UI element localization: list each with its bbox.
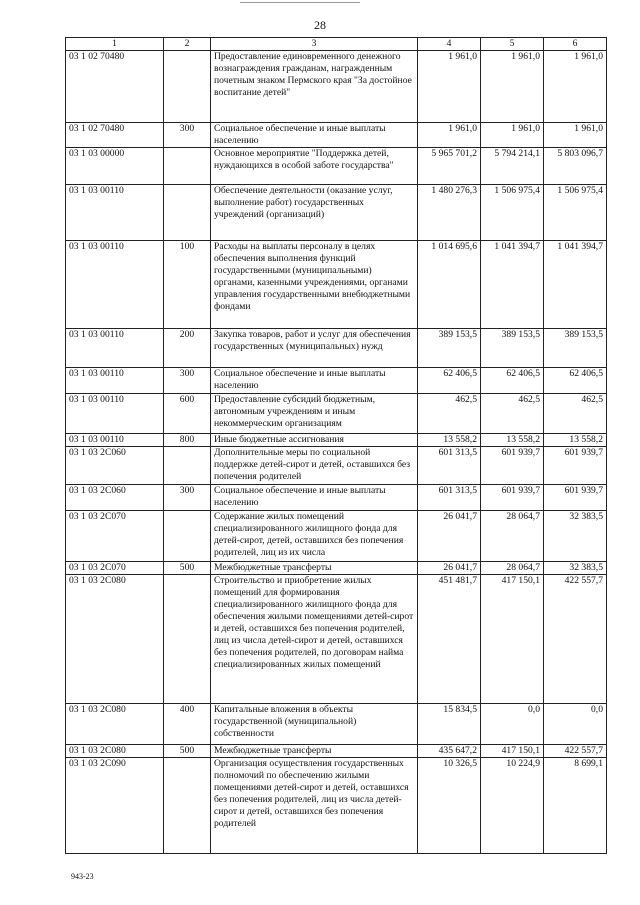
cell-amount-col5: 62 406,5 (481, 368, 544, 394)
cell-amount-col4: 601 313,5 (418, 447, 481, 485)
cell-item-name: Межбюджетные трансферты (211, 745, 418, 758)
footer-code: 943-23 (71, 872, 94, 881)
header-col-5: 5 (481, 38, 544, 51)
table-row (66, 394, 607, 434)
cell-target-code: 03 1 03 00110 (66, 368, 164, 394)
header-col-4: 4 (418, 38, 481, 51)
cell-target-code: 03 1 03 2С060 (66, 447, 164, 485)
cell-amount-col4: 1 480 276,3 (418, 185, 481, 241)
table-row (66, 745, 607, 758)
table-header-row (66, 38, 607, 51)
cell-amount-col6: 62 406,5 (544, 368, 607, 394)
cell-amount-col5: 462,5 (481, 394, 544, 434)
table-row (66, 434, 607, 447)
table-row (66, 329, 607, 368)
cell-item-name: Социальное обеспечение и иные выплаты населению (211, 368, 418, 394)
cell-amount-col6: 32 383,5 (544, 511, 607, 562)
cell-amount-col4: 462,5 (418, 394, 481, 434)
cell-amount-col5: 417 150,1 (481, 745, 544, 758)
cell-expense-type: 200 (164, 329, 211, 368)
cell-amount-col6: 601 939,7 (544, 447, 607, 485)
cell-amount-col6: 32 383,5 (544, 562, 607, 575)
cell-expense-type (164, 758, 211, 854)
cell-target-code: 03 1 03 2С060 (66, 485, 164, 511)
table-row (66, 758, 607, 854)
cell-target-code: 03 1 03 2С080 (66, 704, 164, 745)
cell-amount-col4: 1 014 695,6 (418, 241, 481, 329)
cell-amount-col6: 422 557,7 (544, 575, 607, 704)
header-col-3: 3 (211, 38, 418, 51)
cell-amount-col6: 1 041 394,7 (544, 241, 607, 329)
cell-amount-col6: 5 803 096,7 (544, 148, 607, 185)
cell-amount-col4: 5 965 701,2 (418, 148, 481, 185)
top-scan-mark (240, 2, 360, 3)
cell-amount-col5: 5 794 214,1 (481, 148, 544, 185)
cell-amount-col5: 10 224,9 (481, 758, 544, 854)
cell-amount-col6: 1 961,0 (544, 123, 607, 148)
cell-expense-type: 800 (164, 434, 211, 447)
cell-item-name: Дополнительные меры по социальной поддержке детей-сирот и детей, оставшихся без попечения родителей (211, 447, 418, 485)
cell-expense-type: 500 (164, 562, 211, 575)
cell-target-code: 03 1 02 70480 (66, 123, 164, 148)
cell-item-name: Организация осуществления государственных полномочий по обеспечению жилыми помещениями детей-сирот и детей, оставшихся без попечения родителей, лиц из числа детей-сирот и детей, оставшихся без попечения родителей (211, 758, 418, 854)
cell-expense-type: 300 (164, 485, 211, 511)
cell-target-code: 03 1 03 00000 (66, 148, 164, 185)
cell-item-name: Основное мероприятие "Поддержка детей, нуждающихся в особой заботе государства" (211, 148, 418, 185)
table-row (66, 123, 607, 148)
table-row (66, 185, 607, 241)
table-row (66, 562, 607, 575)
cell-item-name: Строительство и приобретение жилых помещений для формирования специализированного жилищного фонда для обеспечения жилыми помещениями детей-сирот и детей, оставшихся без попечения родителей, лиц из числа детей-сирот и детей, оставшихся без попечения родителей, по договорам найма специализированных жилых помещений (211, 575, 418, 704)
cell-amount-col6: 422 557,7 (544, 745, 607, 758)
cell-expense-type (164, 447, 211, 485)
cell-target-code: 03 1 03 2С080 (66, 745, 164, 758)
cell-amount-col5: 601 939,7 (481, 447, 544, 485)
cell-item-name: Обеспечение деятельности (оказание услуг, выполнение работ) государственных учреждений (организаций) (211, 185, 418, 241)
cell-amount-col4: 451 481,7 (418, 575, 481, 704)
cell-amount-col4: 15 834,5 (418, 704, 481, 745)
cell-expense-type: 600 (164, 394, 211, 434)
page-number: 28 (314, 18, 326, 32)
cell-amount-col6: 601 939,7 (544, 485, 607, 511)
cell-amount-col6: 462,5 (544, 394, 607, 434)
cell-amount-col5: 13 558,2 (481, 434, 544, 447)
cell-expense-type (164, 575, 211, 704)
budget-table (65, 37, 607, 854)
cell-amount-col5: 28 064,7 (481, 511, 544, 562)
cell-item-name: Капитальные вложения в объекты государственной (муниципальной) собственности (211, 704, 418, 745)
cell-expense-type: 100 (164, 241, 211, 329)
cell-target-code: 03 1 03 00110 (66, 394, 164, 434)
cell-amount-col4: 10 326,5 (418, 758, 481, 854)
cell-amount-col5: 1 961,0 (481, 51, 544, 123)
table-row (66, 575, 607, 704)
cell-expense-type: 300 (164, 123, 211, 148)
cell-item-name: Социальное обеспечение и иные выплаты населению (211, 123, 418, 148)
cell-amount-col4: 435 647,2 (418, 745, 481, 758)
cell-amount-col5: 417 150,1 (481, 575, 544, 704)
table-row (66, 241, 607, 329)
cell-amount-col6: 8 699,1 (544, 758, 607, 854)
table-row (66, 485, 607, 511)
cell-expense-type (164, 51, 211, 123)
cell-amount-col5: 1 506 975,4 (481, 185, 544, 241)
header-col-6: 6 (544, 38, 607, 51)
cell-amount-col6: 13 558,2 (544, 434, 607, 447)
cell-target-code: 03 1 03 00110 (66, 185, 164, 241)
cell-expense-type (164, 511, 211, 562)
table-row (66, 511, 607, 562)
header-col-1: 1 (66, 38, 164, 51)
table-row (66, 704, 607, 745)
cell-expense-type (164, 185, 211, 241)
cell-item-name: Закупка товаров, работ и услуг для обеспечения государственных (муниципальных) нужд (211, 329, 418, 368)
cell-target-code: 03 1 02 70480 (66, 51, 164, 123)
cell-target-code: 03 1 03 2С070 (66, 562, 164, 575)
cell-amount-col5: 601 939,7 (481, 485, 544, 511)
cell-target-code: 03 1 03 00110 (66, 434, 164, 447)
cell-amount-col4: 389 153,5 (418, 329, 481, 368)
cell-amount-col5: 389 153,5 (481, 329, 544, 368)
cell-item-name: Расходы на выплаты персоналу в целях обеспечения выполнения функций государственными (муниципальными) органами, казенными учреждениями, органами управления государственными внебюджетными фондами (211, 241, 418, 329)
cell-amount-col6: 1 961,0 (544, 51, 607, 123)
cell-item-name: Межбюджетные трансферты (211, 562, 418, 575)
table-row (66, 51, 607, 123)
cell-item-name: Содержание жилых помещений специализированного жилищного фонда для детей-сирот, детей, оставшихся без попечения родителей, лиц из их числа (211, 511, 418, 562)
cell-expense-type (164, 148, 211, 185)
cell-amount-col6: 389 153,5 (544, 329, 607, 368)
cell-amount-col4: 26 041,7 (418, 511, 481, 562)
table-row (66, 368, 607, 394)
cell-amount-col4: 26 041,7 (418, 562, 481, 575)
cell-amount-col5: 1 961,0 (481, 123, 544, 148)
cell-expense-type: 300 (164, 368, 211, 394)
cell-expense-type: 400 (164, 704, 211, 745)
cell-expense-type: 500 (164, 745, 211, 758)
cell-target-code: 03 1 03 2С090 (66, 758, 164, 854)
cell-item-name: Предоставление единовременного денежного вознаграждения гражданам, награжденным почетным знаком Пермского края "За достойное воспитание детей" (211, 51, 418, 123)
cell-target-code: 03 1 03 00110 (66, 329, 164, 368)
cell-amount-col4: 1 961,0 (418, 51, 481, 123)
cell-amount-col6: 1 506 975,4 (544, 185, 607, 241)
header-col-2: 2 (164, 38, 211, 51)
cell-amount-col5: 28 064,7 (481, 562, 544, 575)
cell-item-name: Иные бюджетные ассигнования (211, 434, 418, 447)
table-body (66, 51, 607, 854)
cell-amount-col5: 1 041 394,7 (481, 241, 544, 329)
cell-amount-col4: 1 961,0 (418, 123, 481, 148)
cell-item-name: Предоставление субсидий бюджетным, автономным учреждениям и иным некоммерческим организациям (211, 394, 418, 434)
table-row (66, 447, 607, 485)
cell-amount-col5: 0,0 (481, 704, 544, 745)
cell-target-code: 03 1 03 2С080 (66, 575, 164, 704)
cell-amount-col6: 0,0 (544, 704, 607, 745)
cell-target-code: 03 1 03 00110 (66, 241, 164, 329)
table-row (66, 148, 607, 185)
cell-amount-col4: 601 313,5 (418, 485, 481, 511)
cell-amount-col4: 13 558,2 (418, 434, 481, 447)
cell-target-code: 03 1 03 2С070 (66, 511, 164, 562)
cell-amount-col4: 62 406,5 (418, 368, 481, 394)
cell-item-name: Социальное обеспечение и иные выплаты населению (211, 485, 418, 511)
